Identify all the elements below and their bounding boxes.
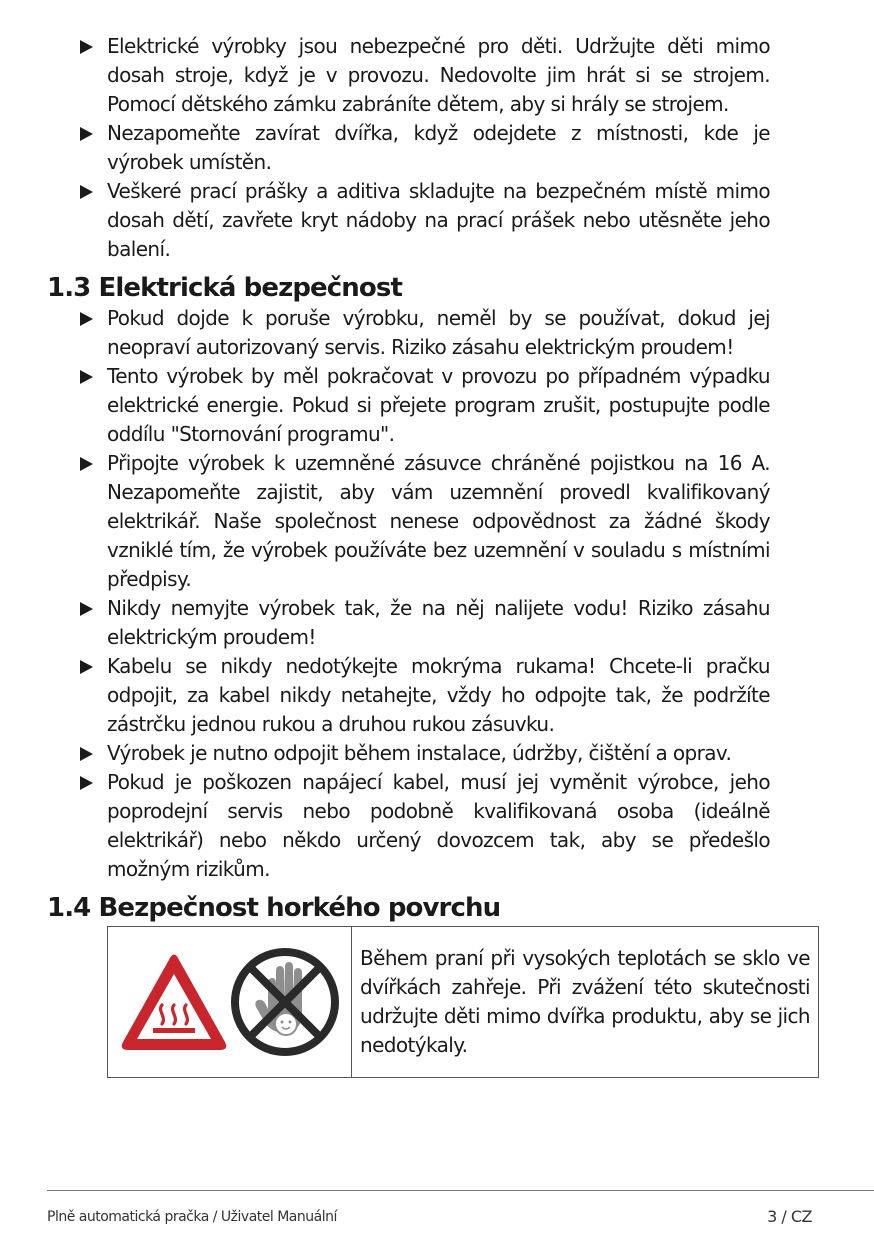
footer-page-number: 3 / CZ	[767, 1207, 812, 1226]
list-item-text: Elektrické výrobky jsou nebezpečné pro děti. Udržujte děti mimo dosah stroje, když je v provozu. Nedovolte jim hrát si se strojem. Pomocí dětského zámku zabráníte dětem, aby si hrály se strojem.	[107, 34, 770, 116]
list-item	[0, 304, 874, 362]
bullet-arrow-icon	[80, 602, 93, 616]
bullet-arrow-icon	[80, 660, 93, 674]
list-item-text: Výrobek je nutno odpojit během instalace, údržby, čištění a oprav.	[107, 741, 732, 765]
list-item-text: Pokud dojde k poruše výrobku, neměl by se používat, dokud jej neopraví autorizovaný servis. Riziko zásahu elektrickým proudem!	[107, 306, 770, 359]
list-item	[0, 739, 874, 768]
list-item	[0, 449, 874, 594]
list-item	[0, 177, 874, 264]
bullet-arrow-icon	[80, 185, 93, 199]
list-item-text: Veškeré prací prášky a aditiva skladujte na bezpečném místě mimo dosah dětí, zavřete kryt nádoby na prací prášek nebo utěsněte jeho balení.	[107, 179, 770, 261]
warning-icons-cell	[108, 927, 352, 1077]
list-item-text: Nezapomeňte zavírat dvířka, když odejdete z místnosti, kde je výrobek umístěn.	[107, 121, 770, 174]
bullet-arrow-icon	[80, 457, 93, 471]
list-item-text: Připojte výrobek k uzemněné zásuvce chráněné pojistkou na 16 A. Nezapomeňte zajistit, aby vám uzemnění provedl kvalifikovaný elektrikář. Naše společnost nenese odpovědnost za žádné škody vzniklé tím, že výrobek používáte bez uzemnění v souladu s místními předpisy.	[107, 451, 770, 591]
electrical-safety-bullet-list	[0, 304, 874, 884]
list-item-text: Pokud je poškozen napájecí kabel, musí jej vyměnit výrobce, jeho poprodejní servis nebo podobně kvalifikovaná osoba (ideálně elektrikář) nebo někdo určený dovozcem tak, aby se předešlo možným rizikům.	[107, 770, 770, 881]
hot-surface-warning-table	[107, 926, 819, 1078]
footer-divider	[47, 1190, 874, 1191]
footer-document-title: Plně automatická pračka / Uživatel Manuální	[47, 1209, 337, 1225]
list-item-text: Tento výrobek by měl pokračovat v provozu po případném výpadku elektrické energie. Pokud si přejete program zrušit, postupujte podle oddílu "Stornování programu".	[107, 364, 770, 446]
no-touch-child-icon	[235, 952, 335, 1052]
list-item	[0, 768, 874, 884]
list-item	[0, 119, 874, 177]
hot-surface-warning-text: Během praní při vysokých teplotách se sklo ve dvířkách zahřeje. Při zvážení této skutečnosti udržujte děti mimo dvířka produktu, aby se jich nedotýkaly.	[360, 946, 810, 1057]
bullet-arrow-icon	[80, 776, 93, 790]
intro-bullet-list	[0, 32, 874, 264]
bullet-arrow-icon	[80, 127, 93, 141]
hot-surface-warning-icon	[122, 955, 226, 1051]
bullet-arrow-icon	[80, 40, 93, 54]
list-item	[0, 652, 874, 739]
warning-icons-graphic	[108, 927, 351, 1077]
bullet-arrow-icon	[80, 747, 93, 761]
list-item	[0, 362, 874, 449]
bullet-arrow-icon	[80, 312, 93, 326]
list-item-text: Nikdy nemyjte výrobek tak, že na něj nalijete vodu! Riziko zásahu elektrickým proudem!	[107, 596, 770, 649]
bullet-arrow-icon	[80, 370, 93, 384]
list-item	[0, 32, 874, 119]
list-item-text: Kabelu se nikdy nedotýkejte mokrýma rukama! Chcete-li pračku odpojit, za kabel nikdy netahejte, vždy ho odpojte tak, že podržíte zástrčku jednou rukou a druhou rukou zásuvku.	[107, 654, 770, 736]
section-heading-hot-surface-safety: 1.4 Bezpečnost horkého povrchu	[47, 893, 501, 923]
list-item	[0, 594, 874, 652]
section-heading-electrical-safety: 1.3 Elektrická bezpečnost	[47, 273, 402, 303]
